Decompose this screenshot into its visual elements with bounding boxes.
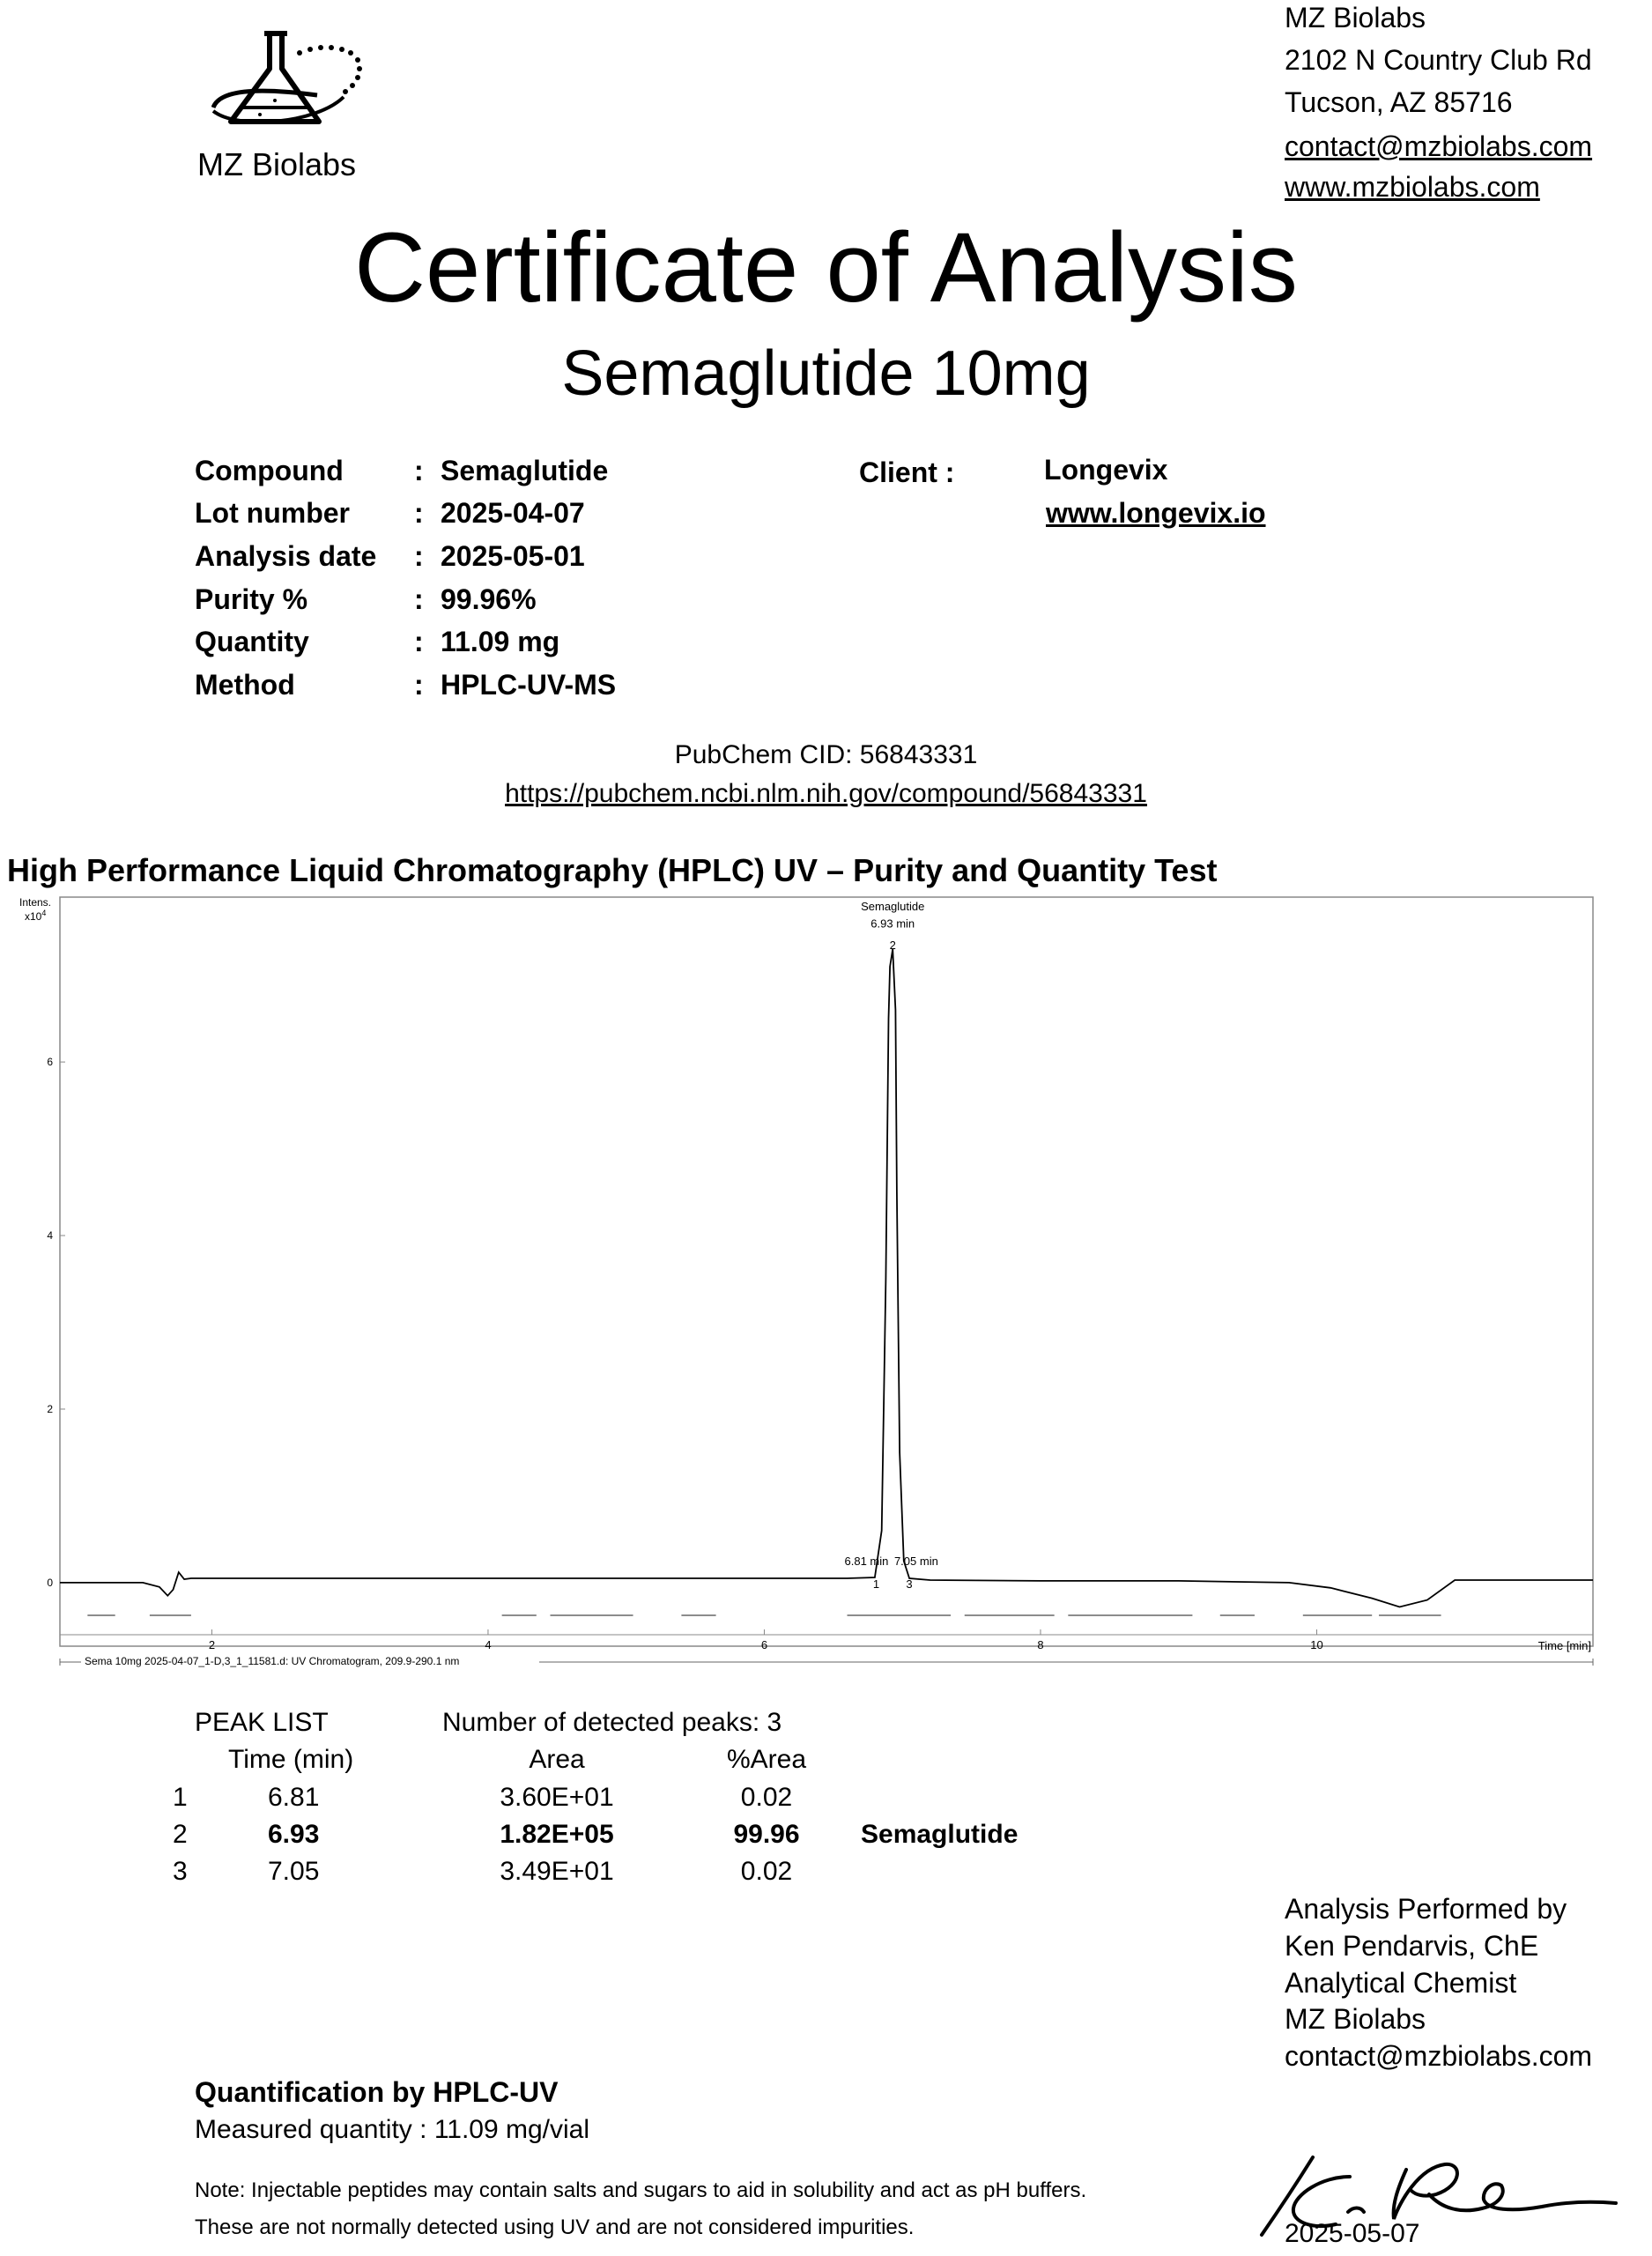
info-value-lot: 2025-04-07 [441,497,585,529]
lab-street: 2102 N Country Club Rd [1285,44,1592,76]
note-line2: These are not normally detected using UV and are not considered impurities. [195,2215,915,2239]
info-colon: : [414,669,424,701]
analyst-role: Analytical Chemist [1285,1967,1517,1999]
lab-email-link[interactable]: contact@mzbiolabs.com [1285,130,1593,162]
info-colon: : [414,583,424,615]
peak-list-title: PEAK LIST [195,1708,329,1737]
info-label-method: Method [195,669,295,701]
y-axis-multiplier [25,909,46,923]
info-label-analysis-date: Analysis date [195,540,377,572]
analyst-email: contact@mzbiolabs.com [1285,2040,1593,2072]
peak-row-1-time: 6.81 [268,1783,320,1812]
peak-annotation-0: Semaglutide [861,899,925,913]
client-url-link[interactable]: www.longevix.io [1046,497,1266,529]
analyst-name: Ken Pendarvis, ChE [1285,1930,1539,1962]
document-subtitle: Semaglutide 10mg [561,338,1091,409]
analyst-line1: Analysis Performed by [1285,1893,1567,1925]
logo-name: MZ Biolabs [197,146,357,182]
pubchem-url-link[interactable]: https://pubchem.ncbi.nlm.nih.gov/compound/56843331 [505,779,1147,808]
uv-trace-line [60,949,1593,1607]
quantification-value: Measured quantity : 11.09 mg/vial [195,2115,590,2144]
client-name: Longevix [1044,454,1168,486]
info-value-quantity: 11.09 mg [441,626,560,657]
x-tick-label-2: 6 [760,1638,768,1651]
quantification-title: Quantification by HPLC-UV [195,2076,559,2108]
flask-logo-icon [211,26,379,132]
peak-row-3-number: 3 [173,1857,188,1886]
info-colon: : [414,455,424,486]
x-tick-label-0: 2 [208,1638,216,1651]
pubchem-url-row [0,781,1652,807]
info-colon: : [414,540,424,572]
peak-annotation-4: 7.05 min [893,1555,938,1569]
y-tick-label-0: 0 [47,1576,53,1589]
y-tick-label-3: 6 [47,1056,53,1069]
peak-annotation-3: 6.81 min [844,1555,889,1569]
hplc-chromatogram [0,890,1652,1683]
info-label-compound: Compound [195,455,344,486]
peak-annotation-2: 2 [889,939,896,953]
peak-row-3-pct: 0.02 [740,1857,793,1886]
x-tick-label-3: 8 [1037,1638,1044,1651]
info-value-analysis-date: 2025-05-01 [441,540,585,572]
info-colon: : [414,497,424,529]
signature-date: 2025-05-07 [1285,2219,1420,2248]
y-axis-label: Intens. [19,896,52,909]
plot-frame [60,897,1593,1646]
peak-annotation-6: 3 [906,1577,913,1591]
trace-legend-label: Sema 10mg 2025-04-07_1-D,3_1_11581.d: UV Chromatogram, 209.9-290.1 nm [85,1655,460,1667]
peak-row-2-name: Semaglutide [861,1820,1019,1849]
peak-row-1-number: 1 [173,1783,188,1812]
y-axis-multiplier-base: x10 [25,910,42,923]
document-title: Certificate of Analysis [354,212,1298,323]
pubchem-cid: PubChem CID: 56843331 [674,740,978,769]
lab-website-link[interactable]: www.mzbiolabs.com [1285,171,1540,203]
client-label: Client : [859,456,955,488]
peak-row-1-area: 3.60E+01 [500,1783,614,1812]
x-axis-label: Time [min] [1537,1639,1591,1652]
peak-row-3-time: 7.05 [268,1857,320,1886]
peak-count: Number of detected peaks: 3 [442,1708,782,1737]
hplc-section-heading: High Performance Liquid Chromatography (HPLC) UV – Purity and Quantity Test [7,852,1218,888]
peak-row-2-area: 1.82E+05 [500,1820,614,1849]
lab-city: Tucson, AZ 85716 [1285,86,1513,118]
x-tick-label-4: 10 [1310,1638,1323,1651]
info-value-method: HPLC-UV-MS [441,669,617,701]
peak-row-3-area: 3.49E+01 [500,1857,614,1886]
info-value-purity: 99.96% [441,583,537,615]
y-tick-label-1: 2 [47,1402,53,1415]
peak-row-1-pct: 0.02 [740,1783,793,1812]
peak-header-time: Time (min) [228,1745,354,1774]
info-label-purity: Purity % [195,583,308,615]
peak-header-pct: %Area [726,1745,807,1774]
note-line1: Note: Injectable peptides may contain salts and sugars to aid in solubility and act as pH buffers. [195,2178,1087,2202]
lab-name: MZ Biolabs [1285,2,1426,33]
info-label-quantity: Quantity [195,626,309,657]
y-tick-label-2: 4 [47,1229,53,1243]
peak-row-2-number: 2 [173,1820,188,1849]
analyst-org: MZ Biolabs [1285,2003,1426,2035]
peak-header-area: Area [529,1745,585,1774]
x-tick-label-1: 4 [485,1638,492,1651]
info-value-compound: Semaglutide [441,455,609,486]
info-colon: : [414,626,424,657]
peak-row-2-time: 6.93 [268,1820,320,1849]
info-label-lot: Lot number [195,497,350,529]
peak-annotation-5: 1 [872,1577,880,1591]
y-axis-multiplier-exp: 4 [41,909,47,917]
peak-annotation-1: 6.93 min [870,916,915,931]
peak-row-2-pct: 99.96 [733,1820,800,1849]
